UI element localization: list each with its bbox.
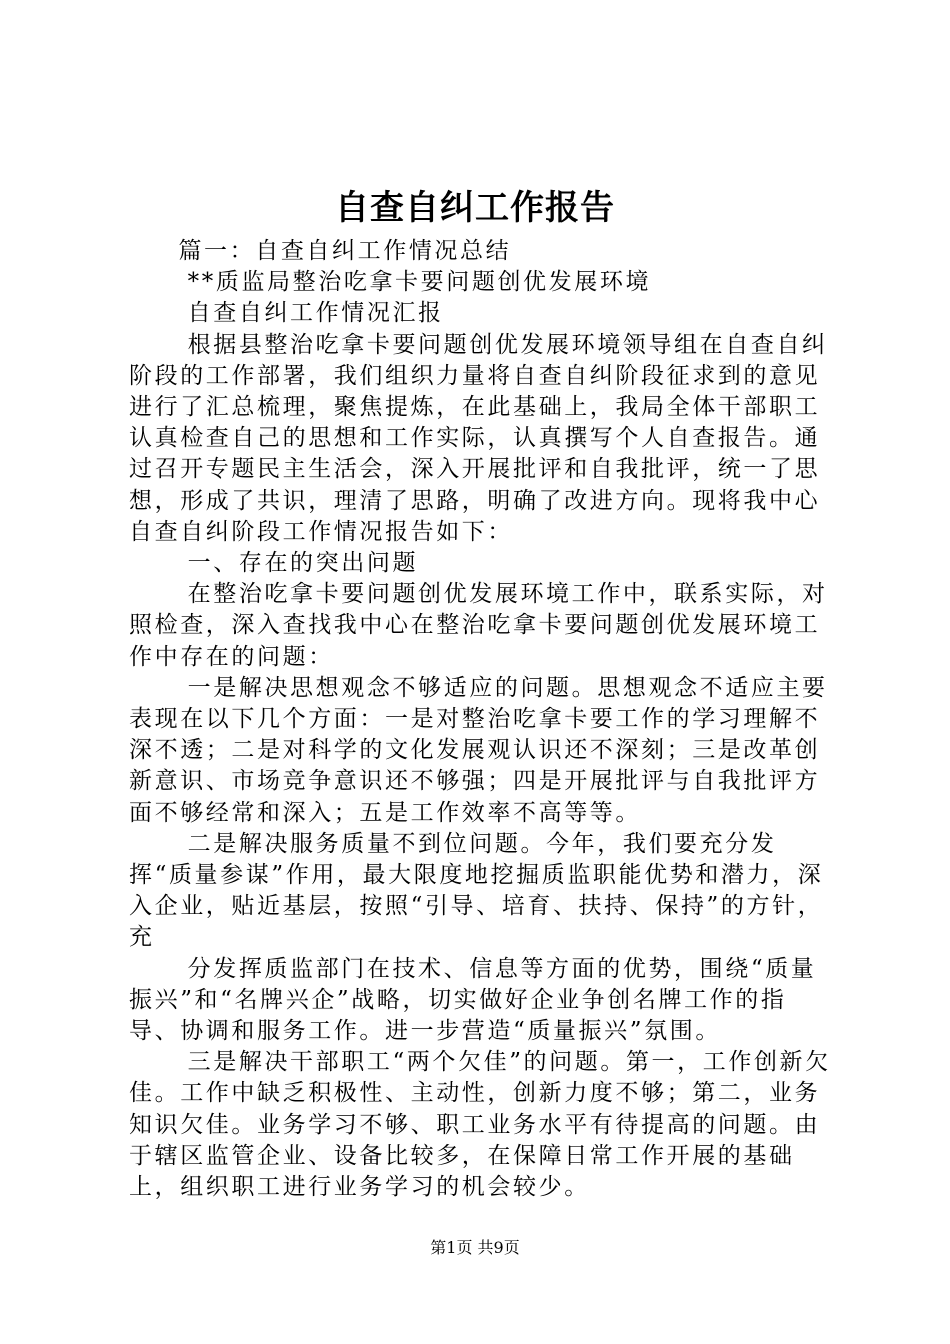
paragraph-subtitle-2: 自查自纠工作情况汇报 [187, 300, 444, 327]
document-title: 自查自纠工作报告 [335, 188, 615, 228]
paragraph-heading-1: 篇一：自查自纠工作情况总结 [178, 238, 512, 264]
paragraph-point-1: 一是解决思想观念不够适应的问题。思想观念不适应主要表现在以下几个方面：一是对整治吃拿卡要工作的学习理解不深不透；二是对科学的文化发展观认识还不深刻；三是改革创新意识、市场竞争意识还不够强；四是开展批评与自我批评方面不够经常和深入；五是工作效率不高等等。 [129, 674, 828, 826]
document-body [129, 236, 837, 1203]
paragraph-subtitle: **质监局整治吃拿卡要问题创优发展环境 [187, 269, 652, 296]
paragraph-point-2-cont: 分发挥质监部门在技术、信息等方面的优势，围绕“质量振兴”和“名牌兴企”战略，切实做好企业争创名牌工作的指导、协调和服务工作。进一步营造“质量振兴”氛围。 [129, 955, 817, 1045]
paragraph-section-heading: 一、存在的突出问题 [187, 550, 419, 577]
paragraph-point-2: 二是解决服务质量不到位问题。今年，我们要充分发挥“质量参谋”作用，最大限度地挖掘质监职能优势和潜力，深入企业，贴近基层，按照“引导、培育、扶持、保持”的方针，充 [129, 830, 824, 951]
paragraph-point-3: 三是解决干部职工“两个欠佳”的问题。第一，工作创新欠佳。工作中缺乏积极性、主动性，创新力度不够；第二，业务知识欠佳。业务学习不够、职工业务水平有待提高的问题。由于辖区监管企业、设备比较多，在保障日常工作开展的基础上，组织职工进行业务学习的机会较少。 [129, 1049, 831, 1201]
page-footer: 第1页 共9页 [430, 1238, 520, 1257]
paragraph-problems: 在整治吃拿卡要问题创优发展环境工作中，联系实际，对照检查，深入查找我中心在整治吃拿卡要问题创优发展环境工作中存在的问题： [129, 581, 828, 670]
paragraph-intro: 根据县整治吃拿卡要问题创优发展环境领导组在自查自纠阶段的工作部署，我们组织力量将自查自纠阶段征求到的意见进行了汇总梳理，聚焦提炼，在此基础上，我局全体干部职工认真检查自己的思想和工作实际，认真撰写个人自查报告。通过召开专题民主生活会，深入开展批评和自我批评，统一了思想，形成了共识，理清了思路，明确了改进方向。现将我中心自查自纠阶段工作情况报告如下： [129, 331, 828, 545]
